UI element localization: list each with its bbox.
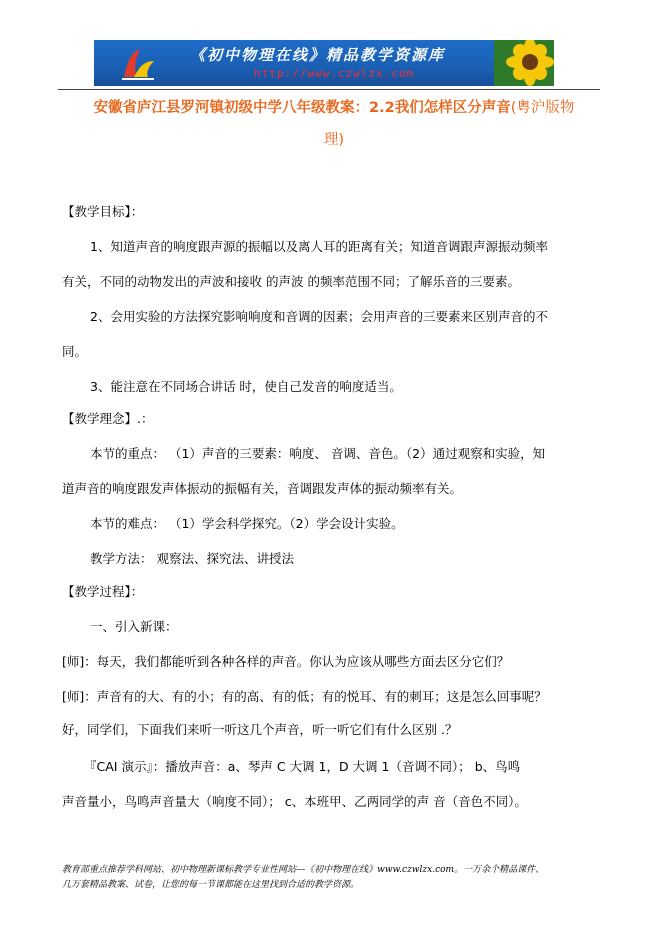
intro-heading: 一、引入新课：: [90, 619, 178, 634]
banner-url-link[interactable]: http://www.czwlzx.com: [254, 67, 415, 80]
goal-3: 3、能注意在不同场合讲话 时，使自己发音的响度适当。: [90, 379, 402, 394]
sunflower-icon: [494, 40, 554, 86]
site-banner: [94, 40, 554, 86]
difficulty-points: 本节的难点： （1）学会科学探究。（2）学会设计实验。: [90, 516, 404, 531]
teacher-line-2a: [师]：声音有的大、有的小；有的高、有的低；有的悦耳、有的刺耳；这是怎么回事呢？: [62, 689, 547, 704]
title-suffix-end: 理): [323, 132, 345, 148]
title-main: 安徽省庐江县罗河镇初级中学八年级教案：2.2我们怎样区分声音: [93, 100, 511, 116]
header-divider: [58, 89, 600, 90]
footer-line-2: 几万套精品教案、试卷，让您的每一节课都能在这里找到合适的教学资源。: [62, 880, 360, 890]
cai-demo-line-2: 声音量小，鸟鸣声音量大（响度不同）； c、本班甲、乙两同学的声 音（音色不同）。: [62, 794, 527, 809]
idea-heading: 【教学理念】.：: [62, 411, 154, 426]
process-heading: 【教学过程】：: [62, 584, 144, 599]
document-title: [58, 92, 610, 156]
banner-title: 《初中物理在线》精品教学资源库: [190, 46, 446, 64]
goal-heading: 【教学目标】：: [62, 204, 144, 219]
teacher-line-1: [师]：每天，我们都能听到各种各样的声音。你认为应该从哪些方面去区分它们？: [62, 654, 510, 669]
red-wave-logo-icon: [118, 43, 158, 83]
goal-2-line-2: 同。: [62, 344, 88, 359]
page-footer: [62, 863, 622, 893]
goal-1-line-1: 1、知道声音的响度跟声源的振幅以及离人耳的距离有关；知道音调跟声源振动频率: [90, 239, 548, 254]
key-points-line-2: 道声音的响度跟发声体振动的振幅有关，音调跟发声体的振动频率有关。: [62, 481, 463, 496]
title-suffix: (粤沪版物: [510, 100, 575, 116]
footer-line-1: 教育部重点推荐学科网站、初中物理新课标教学专业性网站---《初中物理在线》www.czwlzx.com。一万余个精品课件、: [62, 865, 545, 875]
key-points-line-1: 本节的重点： （1）声音的三要素：响度、 音调、音色。（2）通过观察和实验，知: [90, 446, 546, 461]
goal-1-line-2: 有关，不同的动物发出的声波和接收 的声波 的频率范围不同；了解乐音的三要素。: [62, 274, 520, 289]
cai-demo-line-1: 『CAI 演示』：播放声音：a、琴声 C 大调 1，D 大调 1（音调不同）； b、鸟鸣: [84, 759, 521, 774]
teacher-line-2b: 好，同学们，下面我们来听一听这几个声音，听一听它们有什么区别 .？: [62, 722, 458, 737]
teaching-methods: 教学方法： 观察法、探究法、讲授法: [90, 551, 294, 566]
goal-2-line-1: 2、会用实验的方法探究影响响度和音调的因素；会用声音的三要素来区别声音的不: [90, 309, 548, 324]
